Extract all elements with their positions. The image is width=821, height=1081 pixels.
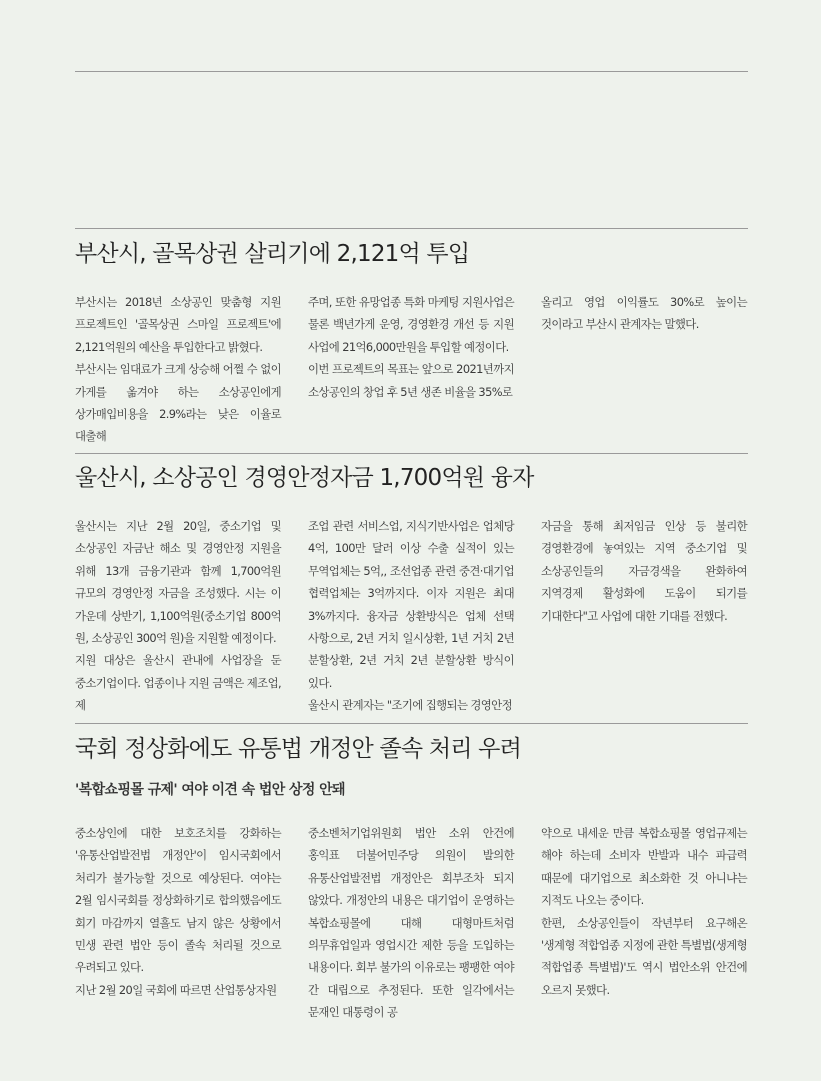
paragraph: 부산시는 2018년 소상공인 맞춤형 지원 프로젝트인 '골목상권 스마일 프로젝트'에 2,121억원의 예산을 투입한다고 밝혔다. (75, 295, 281, 354)
paragraph: 주며, 또한 유망업종 특화 마케팅 지원사업은 물론 백년가게 운영, 경영환경 개선 등 지원 사업에 21억6,000만원을 투입할 예정이다. (308, 295, 514, 354)
article-3-column-2 (308, 822, 514, 1024)
article-3-subheadline: '복합쇼핑몰 규제' 여야 이견 속 법안 상정 안돼 (75, 782, 345, 798)
article-3-column-3 (541, 822, 747, 1001)
paragraph: 자금을 통해 최저임금 인상 등 불리한 경영환경에 놓여있는 지역 중소기업 및 소상공인들의 자금경색을 완화하여 지역경제 활성화에 도움이 되기를 기대한다"고 사업에 대한 기대를 전했다. (541, 519, 747, 623)
top-divider (75, 71, 748, 72)
article-1-column-1 (75, 291, 281, 448)
article-2-divider (75, 453, 748, 454)
paragraph: 울산시 관계자는 "조기에 집행되는 경영안정 (308, 698, 512, 713)
paragraph: 중소상인에 대한 보호조치를 강화하는 '유통산업발전법 개정안'이 임시국회에서 처리가 불가능할 것으로 예상된다. 여야는 2월 임시국회를 정상화하기로 합의했음에도 회기 마감까지 열흘도 남지 않은 상황에서 민생 관련 법안 등이 졸속 처리될 것으로 우려되고 있다. (75, 826, 281, 975)
paragraph: 지난 2월 20일 국회에 따르면 산업통상자원 (75, 982, 277, 997)
paragraph: 지원 대상은 울산시 관내에 사업장을 둔 중소기업이다. 업종이나 지원 금액은 제조업, 제 (75, 653, 281, 713)
paragraph: 조업 관련 서비스업, 지식기반사업은 업체당 4억, 100만 달러 이상 수출 실적이 있는 무역업체는 5억,, 조선업종 관련 중견·대기업 협력업체는 3억까지다. 이자 지원은 최대 3%까지다. 융자금 상환방식은 업체 선택 사항으로, 2년 거치 일시상환, 1년 거치 2년 분할상환, 2년 거치 2년 분할상환 방식이 있다. (308, 519, 514, 690)
paragraph: 한편, 소상공인들이 작년부터 요구해온 '생계형 적합업종 지정에 관한 특별법(생계형 적합업종 특별법)'도 역시 법안소위 안건에 오르지 못했다. (541, 915, 747, 997)
article-3-divider (75, 723, 748, 724)
paragraph: 올리고 영업 이익률도 30%로 높이는 것이라고 부산시 관계자는 말했다. (541, 295, 747, 332)
article-1-column-2 (308, 291, 514, 403)
paragraph: 부산시는 임대료가 크게 상승해 어쩔 수 없이 가게를 옮겨야 하는 소상공인에게 상가매입비용을 2.9%라는 낮은 이율로 대출해 (75, 362, 281, 444)
article-3-column-1 (75, 822, 281, 1001)
article-3-headline: 국회 정상화에도 유통법 개정안 졸속 처리 우려 (75, 736, 522, 762)
article-1-divider (75, 228, 748, 229)
paragraph: 이번 프로젝트의 목표는 앞으로 2021년까지 소상공인의 창업 후 5년 생존 비율을 35%로 (308, 362, 514, 399)
article-2-column-1 (75, 515, 281, 717)
article-2-column-3 (541, 515, 747, 627)
paragraph: 약으로 내세운 만큼 복합쇼핑몰 영업규제는 해야 하는데 소비자 반발과 내수 파급력 때문에 대기업으로 최소화한 것 아니냐는 지적도 나오는 중이다. (541, 826, 747, 908)
paragraph: 중소벤처기업위원회 법안 소위 안건에 홍익표 더불어민주당 의원이 발의한 유통산업발전법 개정안은 회부조차 되지 않았다. 개정안의 내용은 대기업이 운영하는 복합쇼핑몰에 대해 대형마트처럼 의무휴업일과 영업시간 제한 등을 도입하는 내용이다. 회부 불가의 이유로는 팽팽한 여야 간 대립으로 추정된다. 또한 일각에서는 문재인 대통령이 공 (308, 826, 514, 1020)
article-2-headline: 울산시, 소상공인 경영안정자금 1,700억원 융자 (75, 465, 534, 491)
article-2-column-2 (308, 515, 514, 717)
article-1-column-3 (541, 291, 747, 336)
paragraph: 울산시는 지난 2월 20일, 중소기업 및 소상공인 자금난 해소 및 경영안정 지원을 위해 13개 금융기관과 함께 1,700억원 규모의 경영안정 자금을 조성했다. 시는 이 가운데 상반기, 1,100억원(중소기업 800억 원, 소상공인 300억 원)을 지원할 예정이다. (75, 519, 281, 646)
article-1-headline: 부산시, 골목상권 살리기에 2,121억 투입 (75, 241, 470, 267)
